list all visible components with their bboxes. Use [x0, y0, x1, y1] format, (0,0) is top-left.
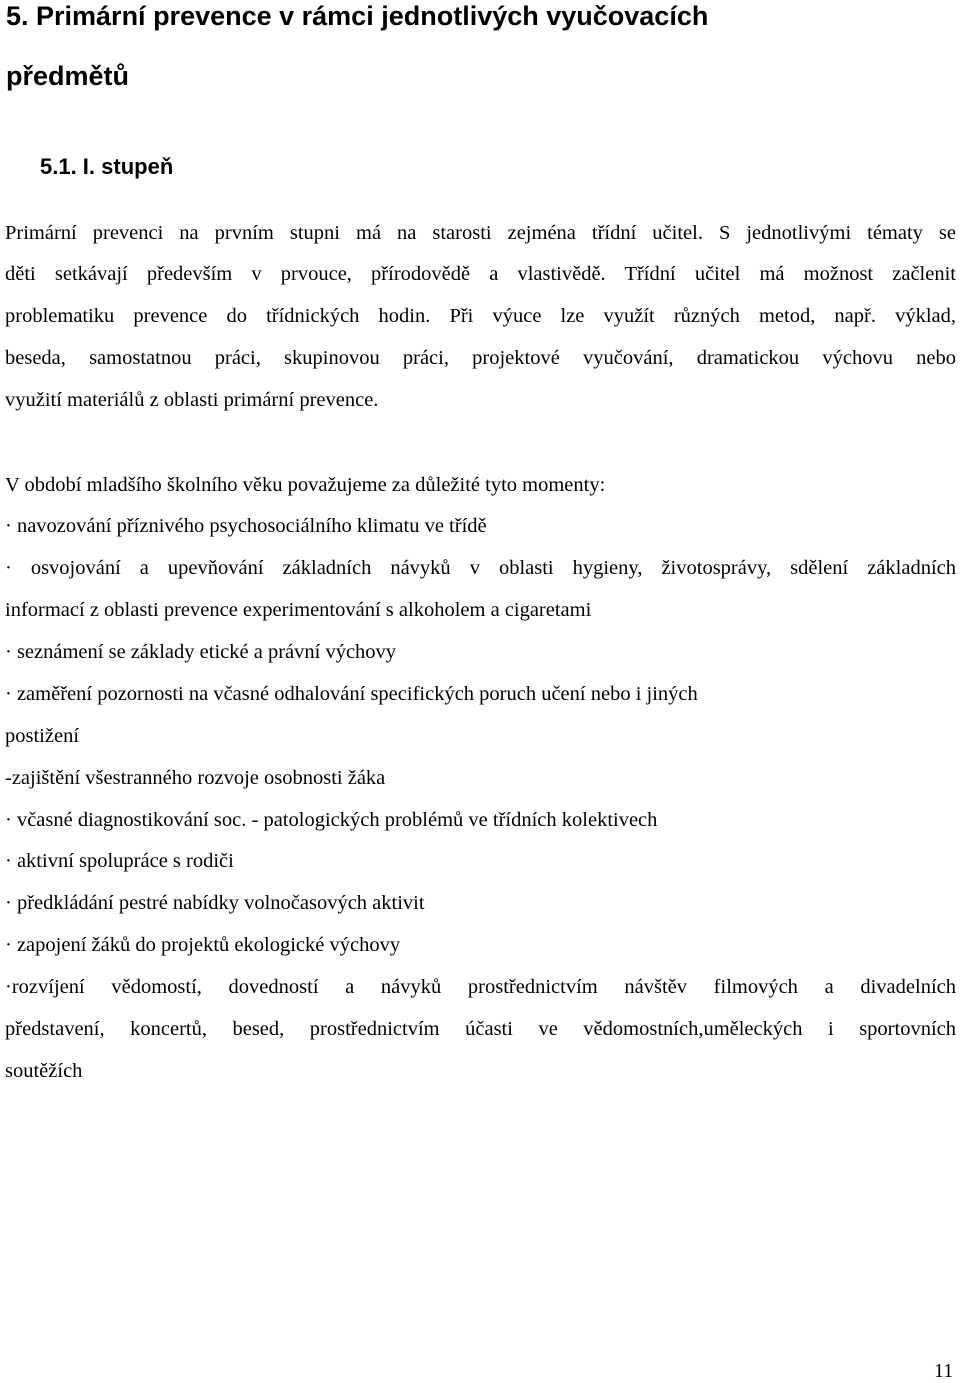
paragraph-line: děti setkávají především v prvouce, přírodovědě a vlastivědě. Třídní učitel má možnost začlenit: [5, 263, 956, 285]
list-intro: V období mladšího školního věku považujeme za důležité tyto momenty:: [5, 474, 606, 496]
list-item-continuation: postižení: [5, 725, 80, 747]
paragraph-line: využití materiálů z oblasti primární prevence.: [5, 389, 379, 411]
list-item: · osvojování a upevňování základních návyků v oblasti hygieny, životosprávy, sdělení základních: [5, 557, 956, 579]
list-item: · navozování příznivého psychosociálního klimatu ve třídě: [5, 515, 487, 537]
list-item: · zaměření pozornosti na včasné odhalování specifických poruch učení nebo i jiných: [5, 683, 698, 705]
chapter-heading-line-1: 5. Primární prevence v rámci jednotlivých vyučovacích: [6, 1, 709, 31]
list-item: · předkládání pestré nabídky volnočasových aktivit: [5, 892, 425, 914]
list-item-continuation: informací z oblasti prevence experimentování s alkoholem a cigaretami: [5, 599, 592, 621]
list-item: · zapojení žáků do projektů ekologické výchovy: [5, 934, 401, 956]
paragraph-line: problematiku prevence do třídnických hodin. Při výuce lze využít různých metod, např. výklad,: [5, 305, 956, 327]
list-item: -zajištění všestranného rozvoje osobnosti žáka: [5, 767, 386, 789]
list-item-continuation: představení, koncertů, besed, prostřednictvím účasti ve vědomostních,uměleckých i sportovních: [5, 1018, 956, 1040]
list-item: · aktivní spolupráce s rodiči: [5, 850, 234, 872]
chapter-heading-line-2: předmětů: [6, 61, 130, 91]
page-number: 11: [934, 1360, 954, 1382]
paragraph-line: beseda, samostatnou práci, skupinovou práci, projektové vyučování, dramatickou výchovu nebo: [5, 347, 956, 369]
list-item: · seznámení se základy etické a právní výchovy: [5, 641, 397, 663]
list-item: ·rozvíjení vědomostí, dovedností a návyků prostřednictvím návštěv filmových a divadelních: [5, 976, 956, 998]
section-heading: 5.1. I. stupeň: [40, 154, 174, 179]
list-item: · včasné diagnostikování soc. - patologických problémů ve třídních kolektivech: [5, 809, 658, 831]
list-item-continuation: soutěžích: [5, 1060, 83, 1082]
paragraph-line: Primární prevenci na prvním stupni má na starosti zejména třídní učitel. S jednotlivými tématy se: [5, 222, 956, 244]
